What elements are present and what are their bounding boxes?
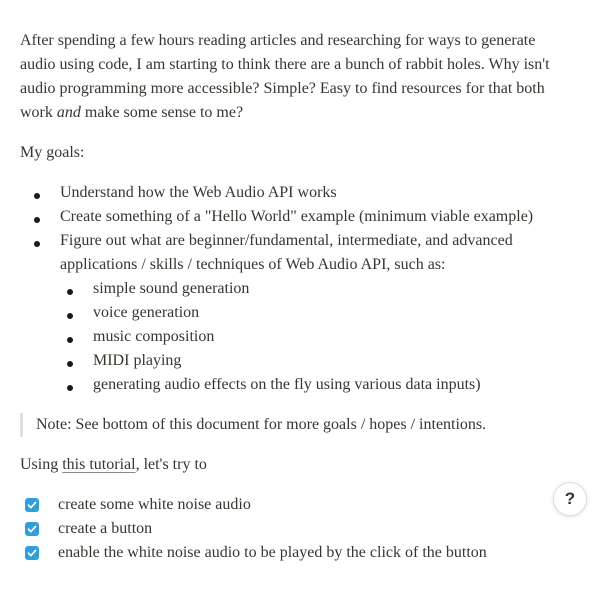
intro-text-end: make some sense to me? bbox=[80, 104, 244, 121]
subgoals-list bbox=[60, 277, 568, 397]
goal-text: Understand how the Web Audio API works bbox=[60, 184, 337, 201]
todo-text: create some white noise audio bbox=[58, 496, 251, 513]
list-item: generating audio effects on the fly using various data inputs) bbox=[60, 373, 568, 397]
goal-text: Create something of a "Hello World" example (minimum viable example) bbox=[60, 208, 534, 225]
todo-text: enable the white noise audio to be played by the click of the button bbox=[58, 544, 487, 561]
using-prefix: Using bbox=[20, 456, 63, 473]
intro-emphasis: and bbox=[56, 104, 81, 121]
using-paragraph bbox=[20, 453, 568, 477]
todo-item bbox=[20, 493, 568, 517]
checkbox-checked-icon[interactable] bbox=[25, 498, 39, 512]
list-item bbox=[20, 205, 568, 229]
list-item bbox=[20, 229, 568, 397]
todo-item bbox=[20, 517, 568, 541]
list-item: simple sound generation bbox=[60, 277, 568, 301]
list-item: MIDI playing bbox=[60, 349, 568, 373]
help-button[interactable] bbox=[553, 482, 587, 516]
document-body bbox=[20, 29, 568, 565]
todo-text: create a button bbox=[58, 520, 153, 537]
goals-list bbox=[20, 181, 568, 397]
intro-text: After spending a few hours reading articles and researching for ways to generate audio using code, I am starting to think there are a bunch of rabbit holes. Why isn't audio programming more accessible? Simple? Easy to find resources for that both work bbox=[20, 32, 550, 121]
checkbox-checked-icon[interactable] bbox=[25, 546, 39, 560]
checkbox-checked-icon[interactable] bbox=[25, 522, 39, 536]
question-mark-icon: ? bbox=[564, 489, 576, 508]
using-suffix: , let's try to bbox=[135, 456, 207, 473]
todo-item bbox=[20, 541, 568, 565]
goals-heading: My goals: bbox=[20, 144, 85, 161]
list-item bbox=[20, 181, 568, 205]
todo-list bbox=[20, 493, 568, 565]
list-item: voice generation bbox=[60, 301, 568, 325]
list-item: music composition bbox=[60, 325, 568, 349]
note-quote: Note: See bottom of this document for more goals / hopes / intentions. bbox=[20, 413, 568, 437]
goal-text: Figure out what are beginner/fundamental, intermediate, and advanced applications / skills / techniques of Web Audio API, such as: bbox=[60, 232, 513, 273]
intro-paragraph bbox=[20, 29, 568, 125]
tutorial-link[interactable]: this tutorial bbox=[62, 456, 136, 473]
